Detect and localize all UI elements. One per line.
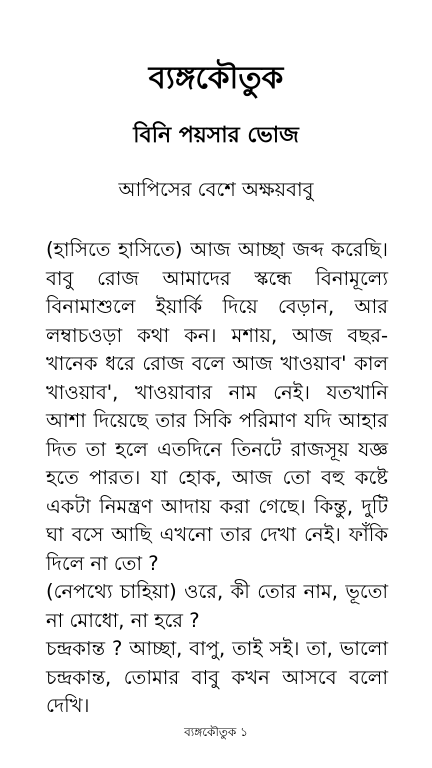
chapter-title: বিনি পয়সার ভোজ	[133, 123, 299, 148]
dialogue-body	[46, 236, 388, 721]
stage-direction: আপিসের বেশে অক্ষয়বাবু	[118, 178, 314, 201]
page-footer: ব্যঙ্গকৌতুক ১	[184, 725, 248, 739]
dialogue-paragraph: (নেপথ্যে চাহিয়া) ওরে, কী তোর নাম, ভূতো না মোধো, না হরে ?	[46, 580, 388, 632]
dialogue-paragraph: (হাসিতে হাসিতে) আজ আচ্ছা জব্দ করেছি। বাবু রোজ আমাদের স্কন্ধে বিনামূল্যে বিনামাশুলে ইয়ার্কি দিয়ে বেড়ান, আর লম্বাচওড়া কথা কন। মশায়, আজ বছর-খানেক ধরে রোজ বলে আজ খাওয়াব' কাল খাওয়াব', খাওয়াবার নাম নেই। যতখানি আশা দিয়েছে তার সিকি পরিমাণ যদি আহার দিত তা হলে এতদিনে তিনটে রাজসূয় যজ্ঞ হতে পারত। যা হোক, আজ তো বহু কষ্টে একটা নিমন্ত্রণ আদায় করা গেছে। কিন্তু, দুটি ঘা বসে আছি এখনো তার দেখা নেই। ফাঁকি দিলে না তো ?	[46, 238, 388, 575]
book-title: ব্যঙ্গকৌতুক	[148, 60, 284, 96]
dialogue-paragraph: চন্দ্রকান্ত ? আচ্ছা, বাপু, তাই সই। তা, ভালো চন্দ্রকান্ত, তোমার বাবু কখন আসবে বলো দেখি।	[46, 637, 388, 717]
